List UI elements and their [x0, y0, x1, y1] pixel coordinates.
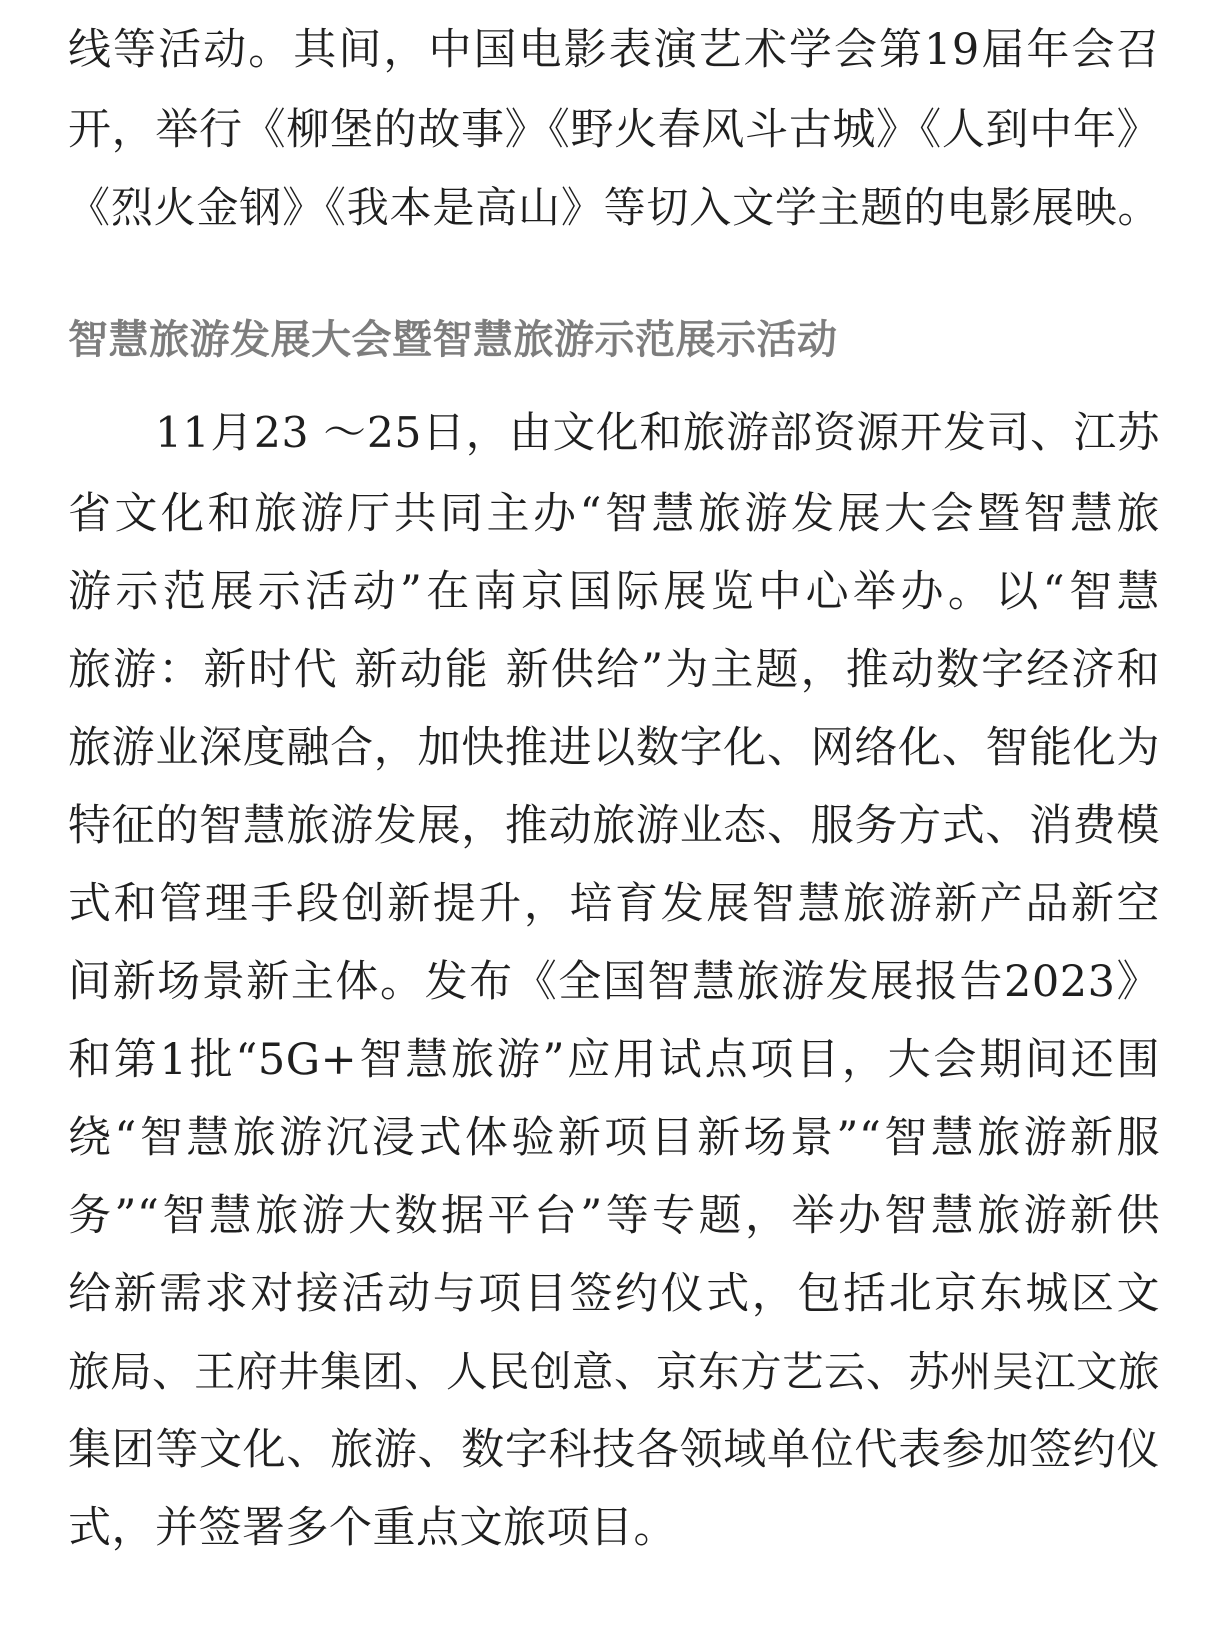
- section-heading: 智慧旅游发展大会暨智慧旅游示范展示活动: [68, 317, 838, 363]
- body-line-14: 集团等文化、旅游、数字科技各领域单位代表参加签约仪: [68, 1425, 1160, 1475]
- body-line-10: 绕“智慧旅游沉浸式体验新项目新场景”“智慧旅游新服: [68, 1113, 1160, 1163]
- body-line-11: 务”“智慧旅游大数据平台”等专题，举办智慧旅游新供: [68, 1191, 1160, 1241]
- body-line-13: 旅局、王府井集团、人民创意、京东方艺云、苏州吴江文旅: [68, 1347, 1161, 1396]
- body-line-12: 给新需求对接活动与项目签约仪式，包括北京东城区文: [68, 1269, 1160, 1319]
- body-line-3: 游示范展示活动”在南京国际展览中心举办。以“智慧: [68, 567, 1160, 617]
- body-line-7: 式和管理手段创新提升，培育发展智慧旅游新产品新空: [68, 879, 1160, 929]
- body-line-9: 和第1批“5G+智慧旅游”应用试点项目，大会期间还围: [68, 1035, 1160, 1085]
- body-line-4: 旅游：新时代 新动能 新供给”为主题，推动数字经济和: [68, 645, 1160, 695]
- body-line-6: 特征的智慧旅游发展，推动旅游业态、服务方式、消费模: [68, 801, 1160, 851]
- prev-text-line-3: 《烈火金钢》《我本是高山》等切入文学主题的电影展映。: [68, 183, 1160, 232]
- body-line-8: 间新场景新主体。发布《全国智慧旅游发展报告2023》: [68, 957, 1160, 1007]
- body-line-2: 省文化和旅游厅共同主办“智慧旅游发展大会暨智慧旅: [68, 489, 1160, 539]
- prev-text-line-2: 开，举行《柳堡的故事》《野火春风斗古城》《人到中年》: [68, 105, 1160, 155]
- body-line-1: 11月23 ～25日，由文化和旅游部资源开发司、江苏: [155, 409, 1160, 458]
- body-line-5: 旅游业深度融合，加快推进以数字化、网络化、智能化为: [68, 723, 1160, 773]
- prev-text-line-1: 线等活动。其间，中国电影表演艺术学会第19届年会召: [68, 25, 1160, 75]
- body-line-15: 式，并签署多个重点文旅项目。: [68, 1503, 677, 1553]
